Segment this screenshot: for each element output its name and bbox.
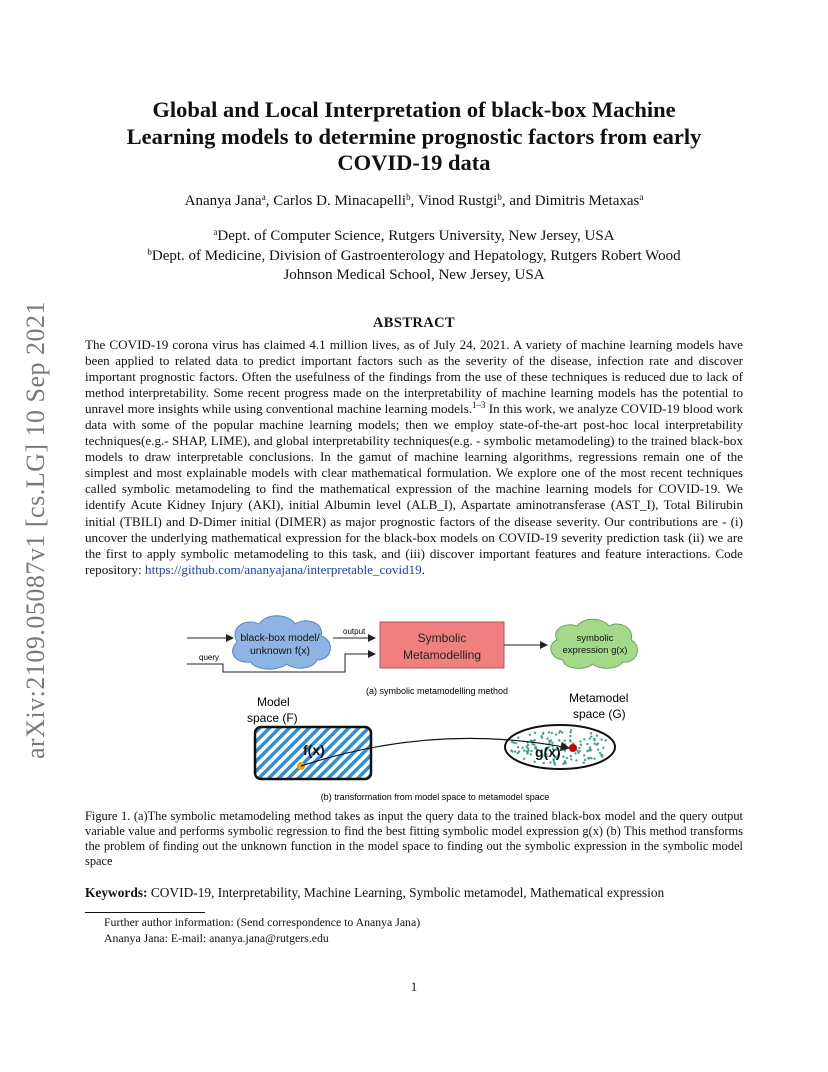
figure-diagram: [185, 612, 645, 807]
author-name: Carlos D. Minacapelli: [273, 193, 407, 209]
metamodel-dot: [593, 758, 595, 760]
metamodel-dot: [583, 762, 585, 764]
metamodel-dot: [584, 759, 586, 761]
gx-point: [569, 744, 577, 752]
keywords-label: Keywords:: [85, 885, 148, 900]
footnote-line: Ananya Jana: E-mail: ananya.jana@rutgers.edu: [104, 931, 329, 945]
symbolic-expression-cloud: [551, 619, 638, 668]
metamodel-dot: [589, 737, 591, 739]
metamodel-dot: [600, 754, 602, 756]
affiliations: [80, 227, 748, 286]
metamodel-dot: [564, 743, 566, 745]
author-affil-sup: b: [497, 192, 502, 202]
arxiv-identifier: [14, 300, 58, 760]
footnote: [104, 914, 420, 946]
metamodel-dot: [576, 750, 578, 752]
blackbox-label-2: unknown f(x): [249, 645, 311, 657]
metamodel-dot: [555, 733, 557, 735]
metamodel-dot: [530, 753, 532, 755]
metamodel-dot: [554, 763, 556, 765]
metamodel-dot: [534, 732, 536, 734]
symexpr-label-2: expression g(x): [562, 645, 628, 656]
query-label: query: [199, 653, 220, 662]
metamodel-dot: [587, 757, 589, 759]
author-affil-sup: a: [261, 192, 266, 202]
title-line: Global and Local Interpretation of black-box Machine: [152, 97, 676, 122]
author-name: Ananya Jana: [184, 193, 262, 209]
metamodel-dot: [579, 740, 581, 742]
metamodel-space-label-1: Metamodel: [569, 691, 629, 705]
metamodel-dot: [583, 738, 585, 740]
subcaption-b: (b) transformation from model space to metamodel space: [320, 792, 550, 802]
author-name: Dimitris Metaxas: [534, 193, 640, 209]
metamodel-dot: [570, 758, 572, 760]
figure-1: [185, 612, 645, 807]
abstract-body: [85, 337, 743, 578]
metamodel-dot: [596, 734, 598, 736]
metamodel-dot: [526, 746, 528, 748]
metamodel-dot: [574, 752, 576, 754]
metamodel-dot: [570, 755, 572, 757]
metamodel-dot: [529, 734, 531, 736]
gx-label: g(x): [535, 744, 561, 760]
abstract-heading: ABSTRACT: [372, 315, 456, 331]
metamodel-dot: [569, 731, 571, 733]
affil-sup: b: [147, 246, 152, 257]
metamodel-dot: [590, 736, 592, 738]
affiliation-text: Dept. of Computer Science, Rutgers University, New Jersey, USA: [217, 228, 615, 244]
metamodel-dot: [561, 731, 563, 733]
metamodel-dot: [602, 747, 604, 749]
metamodel-dot: [542, 732, 544, 734]
metamodel-dot: [517, 746, 519, 748]
output-label: output: [343, 627, 366, 636]
keywords: [85, 885, 743, 901]
page-number: 1: [410, 979, 418, 994]
symbolic-box-label-2: Metamodelling: [402, 648, 482, 662]
metamodel-dot: [590, 732, 592, 734]
model-space-label-1: Model: [257, 695, 290, 709]
figure-caption: Figure 1. (a)The symbolic metamodeling method takes as input the query data to the trained black-box model and the query output variable value and performs symbolic regression to find the best fitting symbolic model expression g(x) (b) This method transforms the problem of finding out the unknown function in the model space to finding out the symbolic expression in the symbolic model space: [85, 809, 743, 869]
symexpr-label-1: symbolic: [576, 633, 614, 644]
blackbox-label-1: black-box model/: [240, 632, 320, 644]
title-line: COVID-19 data: [337, 150, 491, 175]
subcaption-a: (a) symbolic metamodelling method: [365, 686, 509, 696]
keywords-text: COVID-19, Interpretability, Machine Learning, Symbolic metamodel, Mathematical expression: [147, 885, 665, 900]
metamodel-dot: [521, 747, 523, 749]
metamodel-dot: [530, 750, 532, 752]
metamodel-dot: [589, 746, 591, 748]
metamodel-dot: [549, 761, 551, 763]
metamodel-dot: [518, 751, 520, 753]
metamodel-dot: [594, 743, 596, 745]
metamodel-dot: [569, 739, 571, 741]
abstract-text: In this work, we analyze COVID-19 blood work data with some of the popular machine learning models; then we employ state-of-the-art post-hoc local interpretability techniques(e.g.- SHAP, LIME), and global interpretability techniques(e.g. - symbolic metamodeling) to the trained black-box models to draw interpretable conclusions. In the gamut of machine learning algorithms, regressions remain one of the simplest and most explainable models with clear mathematical formulation. We explore one of the most recent techniques called symbolic metamodeling to find the mathematical expression of the machine learning models for COVID-19. We identify Acute Kidney Injury (AKI), initial Albumin level (ALB_I), Aspartate aminotransferase (AST_I), Total Bilirubin initial (TBILI) and D-Dimer initial (DIMER) as major prognostic factors of the disease severity. Our contributions are - (i) uncover the underlying mathematical expression for the black-box models on COVID-19 severity prediction task (ii) we are the first to apply symbolic metamodeling to this task, and (iii) discover important features and feature interactions. Code repository:: [85, 401, 744, 577]
metamodel-dot: [523, 749, 525, 751]
metamodel-dot: [510, 750, 512, 752]
metamodel-dot: [575, 759, 577, 761]
metamodel-space-label-2: space (G): [573, 707, 626, 721]
title-line: Learning models to determine prognostic factors from early: [126, 123, 702, 149]
metamodel-dot: [597, 742, 599, 744]
affiliation-text: Dept. of Medicine, Division of Gastroenterology and Hepatology, Rutgers Robert Wood: [151, 247, 681, 264]
affiliation-text: Johnson Medical School, New Jersey, USA: [283, 267, 545, 283]
metamodel-dot: [566, 757, 568, 759]
metamodel-dot: [550, 739, 552, 741]
footnote-line: Further author information: (Send correspondence to Ananya Jana): [104, 915, 421, 929]
author-list: Ananya Jana$^a$, Carlos D. Minacapelli$^b$, Vinod Rustgi$^b$, and Dimitris Metaxas$^a$: [184, 192, 644, 209]
abstract-end: .: [421, 561, 426, 577]
metamodel-dot: [559, 730, 561, 732]
paper-title: [80, 97, 748, 177]
metamodel-dot: [605, 739, 607, 741]
metamodel-dot: [541, 737, 543, 739]
metamodel-dot: [517, 737, 519, 739]
metamodel-dot: [600, 738, 602, 740]
arxiv-id-text: arXiv:2109.05087v1 [cs.LG] 10 Sep 2021: [21, 300, 50, 760]
metamodel-dot: [511, 741, 513, 743]
metamodel-dot: [593, 739, 595, 741]
metamodel-dot: [599, 752, 601, 754]
author-name: Vinod Rustgi: [417, 193, 498, 209]
metamodel-dot: [569, 735, 571, 737]
metamodel-dot: [597, 748, 599, 750]
metamodel-dot: [546, 737, 548, 739]
metamodel-dot: [564, 760, 566, 762]
metamodel-dot: [586, 743, 588, 745]
metamodel-dot: [564, 739, 566, 741]
metamodel-dot: [579, 750, 581, 752]
abstract-text: The COVID-19 corona virus has claimed 4.1 million lives, as of July 24, 2021. A variety of machine learning models have been applied to related data to predict important factors such as the severity of the disease, infection rate and discover important prognostic factors. Often the usefulness of the findings from the use of these techniques is reduced due to lack of method interpretability. Some recent progress made on the interpretability of machine learning models has the potential to unravel more insights while using conventional machine learning models.: [85, 337, 743, 417]
metamodel-dot: [543, 762, 545, 764]
metamodel-dot: [578, 747, 580, 749]
symbolic-box-label-1: Symbolic: [417, 631, 467, 645]
metamodel-dot: [533, 739, 535, 741]
metamodel-dot: [558, 739, 560, 741]
metamodel-dot: [551, 732, 553, 734]
metamodel-dot: [589, 748, 591, 750]
metamodel-dot: [562, 756, 564, 758]
citation-ref[interactable]: 1–3: [471, 400, 486, 411]
author-affil-sup: b: [406, 192, 411, 202]
footnote-rule: [85, 912, 205, 913]
metamodel-dot: [523, 758, 525, 760]
metamodel-dot: [580, 744, 582, 746]
author-affil-sup: a: [639, 192, 644, 202]
code-repository-link[interactable]: https://github.com/ananyajana/interpretable_covid19: [145, 561, 422, 577]
metamodel-dot: [583, 754, 585, 756]
blackbox-model-cloud: [233, 616, 331, 669]
metamodel-dot: [534, 761, 536, 763]
model-space-label-2: space (F): [247, 711, 298, 725]
metamodel-dot: [514, 750, 516, 752]
affil-sup: a: [213, 227, 218, 237]
metamodel-dot: [548, 731, 550, 733]
fx-label: f(x): [303, 742, 325, 758]
